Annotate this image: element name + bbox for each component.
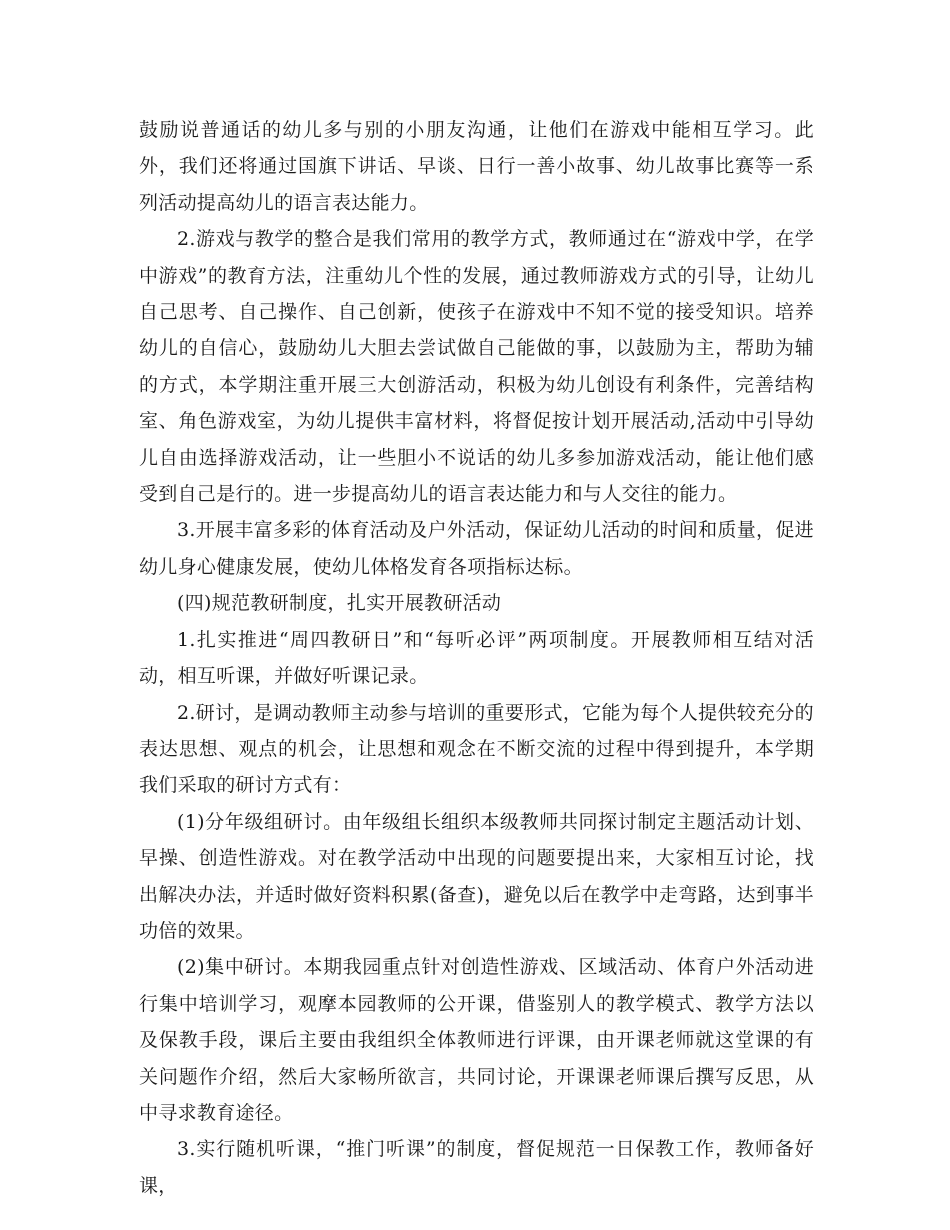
paragraph-sub-2-centralized: (2)集中研讨。本期我园重点针对创造性游戏、区域活动、体育户外活动进行集中培训学习，观摩本园教师的公开课，借鉴别人的教学模式、教学方法以及保教手段，课后主要由我组织全体教师进行评课，由开课老师就这堂课的有关问题作介绍，然后大家畅所欲言，共同讨论，开课课老师课后撰写反思，从中寻求教育途径。 [139,956,814,1124]
paragraph-item-3-sports: 3.开展丰富多彩的体育活动及户外活动，保证幼儿活动的时间和质量，促进幼儿身心健康发展，使幼儿体格发育各项指标达标。 [139,519,814,578]
paragraph-item-3-random-observation: 3.实行随机听课，“推门听课”的制度，督促规范一日保教工作，教师备好课， [139,1138,814,1197]
paragraph-item-1-thursday: 1.扎实推进“周四教研日”和“每听必评”两项制度。开展教师相互结对活动，相互听课，并做好听课记录。 [139,628,814,688]
paragraph-continuation: 鼓励说普通话的幼儿多与别的小朋友沟通，让他们在游戏中能相互学习。此外，我们还将通过国旗下讲话、早谈、日行一善小故事、幼儿故事比赛等一系列活动提高幼儿的语言表达能力。 [139,119,814,214]
section-heading-four: (四)规范教研制度，扎实开展教研活动 [177,592,502,615]
paragraph-sub-1-grade-group: (1)分年级组研讨。由年级组长组织本级教师共同探讨制定主题活动计划、早操、创造性游戏。对在教学活动中出现的问题要提出来，大家相互讨论，找出解决办法，并适时做好资料积累(备查)，避免以后在教学中走弯路，达到事半功倍的效果。 [139,810,814,942]
paragraph-item-2-games-teaching: 2.游戏与教学的整合是我们常用的教学方式，教师通过在“游戏中学，在学中游戏”的教育方法，注重幼儿个性的发展，通过教师游戏方式的引导，让幼儿自己思考、自己操作、自己创新，使孩子在游戏中不知不觉的接受知识。培养幼儿的自信心，鼓励幼儿大胆去尝试做自己能做的事，以鼓励为主，帮助为辅的方式，本学期注重开展三大创游活动，积极为幼儿创设有利条件，完善结构室、角色游戏室，为幼儿提供丰富材料，将督促按计划开展活动,活动中引导幼儿自由选择游戏活动，让一些胆小不说话的幼儿多参加游戏活动，能让他们感受到自己是行的。进一步提高幼儿的语言表达能力和与人交往的能力。 [139,228,814,506]
paragraph-item-2-discussion: 2.研讨，是调动教师主动参与培训的重要形式，它能为每个人提供较充分的表达思想、观点的机会，让思想和观念在不断交流的过程中得到提升，本学期我们采取的研讨方式有： [139,701,814,797]
document-body [139,112,814,1204]
